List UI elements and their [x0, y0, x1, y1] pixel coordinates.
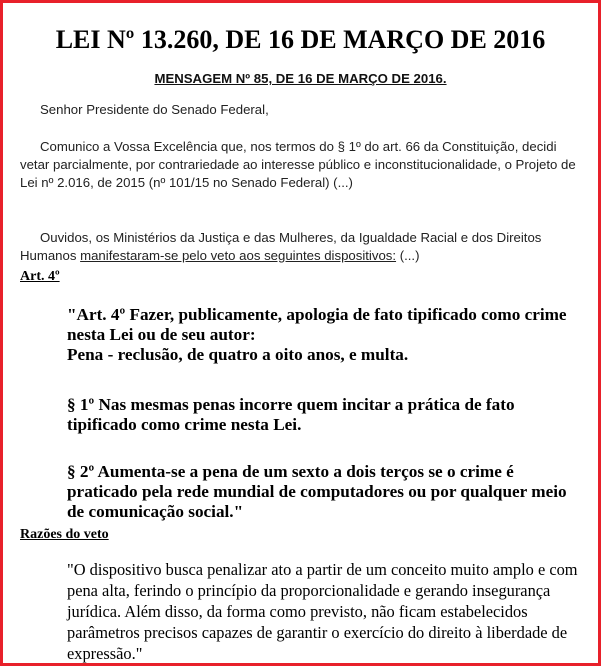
greeting-text: Senhor Presidente do Senado Federal,	[40, 102, 269, 117]
message-header: MENSAGEM Nº 85, DE 16 DE MARÇO DE 2016.	[154, 71, 447, 86]
penalty-text: Pena - reclusão, de quatro a oito anos, e multa.	[67, 345, 409, 364]
veto-communication-text: Comunico a Vossa Excelência que, nos termos do § 1º do art. 66 da Constituição, decidi vetar parcialmente, por contrariedade ao interesse público e inconstitucionalidade, o Projeto de Lei nº 2.016, de 2015 (nº 101/15 no Senado Federal) (...)	[20, 139, 576, 190]
reasons-text: "O dispositivo busca penalizar ato a partir de um conceito muito amplo e com pena alta, ferindo o princípio da proporcionalidade e gerando insegurança jurídica. Além disso, da forma como previsto, não ficam estabelecidos parâmetros precisos capazes de garantir o exercício do direito à liberdade de expressão."	[67, 560, 578, 663]
reasons-heading: Razões do veto	[20, 527, 109, 542]
greeting-paragraph	[20, 101, 585, 119]
ministries-paragraph	[20, 229, 585, 265]
veto-communication-paragraph	[20, 138, 585, 192]
ministries-underlined-text: manifestaram-se pelo veto aos seguintes dispositivos:	[80, 248, 397, 263]
law-title: LEI Nº 13.260, DE 16 DE MARÇO DE 2016	[55, 25, 546, 54]
article-heading: Art. 4º	[20, 269, 60, 284]
ministries-ellipsis: (...)	[396, 248, 420, 263]
ministries-text: Ouvidos, os Ministérios da Justiça e das Mulheres, da Igualdade Racial e dos Direitos Humanos	[20, 230, 542, 263]
paragraph-2-quote: § 2º Aumenta-se a pena de um sexto a dois terços se o crime é praticado pela rede mundial de computadores ou por qualquer meio de comunicação social."	[67, 462, 567, 521]
article-quote-text: "Art. 4º Fazer, publicamente, apologia de fato tipificado como crime nesta Lei ou de seu autor:	[67, 305, 567, 344]
paragraph-1-quote: § 1º Nas mesmas penas incorre quem incitar a prática de fato tipificado como crime nesta Lei.	[67, 395, 515, 434]
article-quote	[67, 305, 587, 365]
